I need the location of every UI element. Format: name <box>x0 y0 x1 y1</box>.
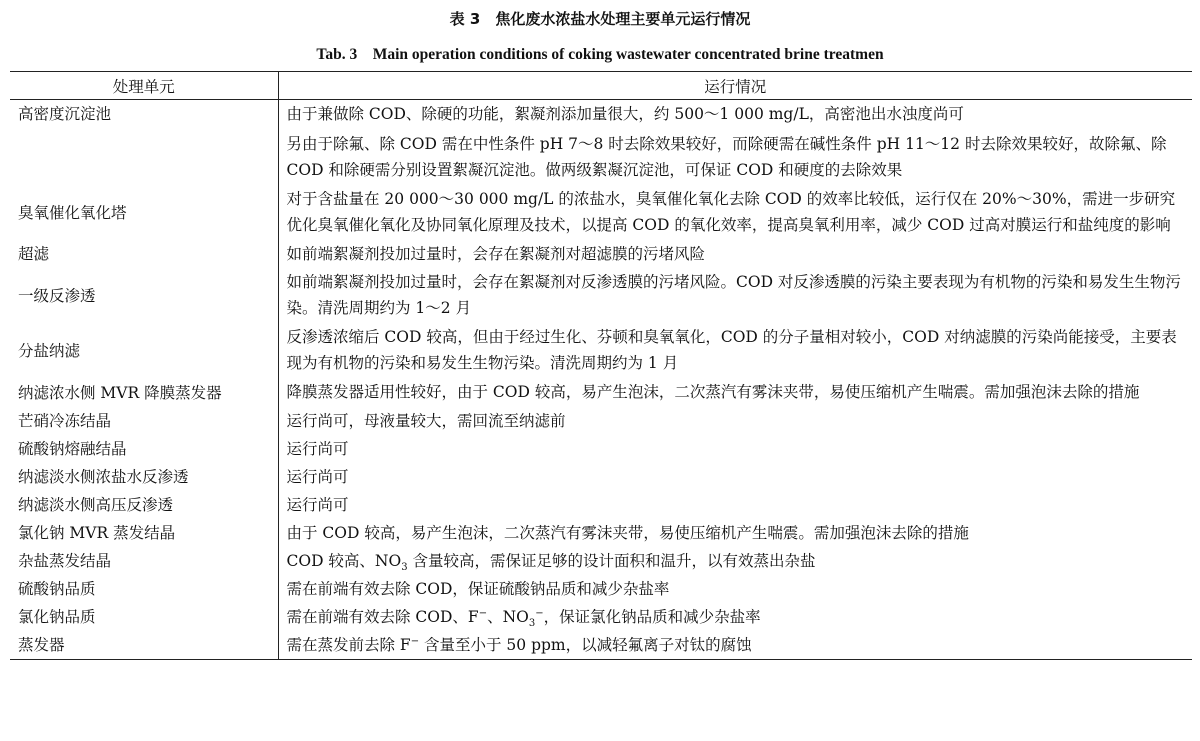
condition-text: COD 较高、NO <box>286 552 402 570</box>
subscript: 3 <box>528 618 536 630</box>
condition-cell: 运行尚可，母液量较大，需回流至纳滤前 <box>286 412 566 430</box>
table-row <box>10 240 1192 268</box>
condition-text: 含量较高，需保证足够的设计面积和温升，以有效蒸出杂盐 <box>407 552 816 570</box>
condition-cell: 运行尚可 <box>286 468 349 486</box>
unit-cell: 一级反渗透 <box>10 268 278 323</box>
unit-cell: 高密度沉淀池 <box>10 100 278 186</box>
condition-cell: 运行尚可 <box>286 440 349 458</box>
unit-cell: 蒸发器 <box>10 631 278 660</box>
table-row <box>10 603 1192 631</box>
condition-cell: 如前端絮凝剂投加过量时，会存在絮凝剂对超滤膜的污堵风险 <box>286 245 706 263</box>
operation-table <box>10 71 1192 660</box>
table-row <box>10 407 1192 435</box>
condition-paragraph: 降膜蒸发器适用性较好，由于 COD 较高，易产生泡沫，二次蒸汽有雾沫夹带，易使压缩机产生喘震。需加强泡沫去除的措施 <box>286 383 1140 401</box>
table-row <box>10 519 1192 547</box>
condition-cell: 需在前端有效去除 COD，保证硫酸钠品质和减少杂盐率 <box>286 580 670 598</box>
unit-cell: 纳滤淡水侧浓盐水反渗透 <box>10 463 278 491</box>
condition-cell <box>278 323 1192 378</box>
table-row <box>10 323 1192 378</box>
unit-cell: 纳滤浓水侧 MVR 降膜蒸发器 <box>10 378 278 407</box>
table-row <box>10 435 1192 463</box>
condition-text: 需在蒸发前去除 F <box>286 636 411 654</box>
unit-cell: 纳滤淡水侧高压反渗透 <box>10 491 278 519</box>
table-header-row <box>10 72 1192 100</box>
table-caption-cn: 表 3 焦化废水浓盐水处理主要单元运行情况 <box>449 10 751 28</box>
condition-cell <box>278 378 1192 407</box>
table-row <box>10 491 1192 519</box>
unit-cell: 氯化钠 MVR 蒸发结晶 <box>10 519 278 547</box>
table-row <box>10 463 1192 491</box>
table-row <box>10 575 1192 603</box>
superscript: − <box>478 607 488 619</box>
subscript: 3 <box>401 562 408 574</box>
unit-cell: 杂盐蒸发结晶 <box>10 547 278 575</box>
table-row <box>10 268 1192 323</box>
condition-cell <box>278 100 1192 186</box>
condition-cell: 运行尚可 <box>286 496 349 514</box>
table-row <box>10 185 1192 240</box>
table-row <box>10 100 1192 186</box>
condition-paragraph: 由于兼做除 COD、除硬的功能，絮凝剂添加量很大，约 500～1 000 mg/L，高密池出水浊度尚可 <box>286 105 964 123</box>
condition-cell <box>278 603 1192 631</box>
condition-cell <box>278 185 1192 240</box>
superscript: − <box>535 607 544 619</box>
unit-cell: 超滤 <box>10 240 278 268</box>
superscript: − <box>410 635 420 647</box>
condition-text: 需在前端有效去除 COD、F <box>286 608 479 626</box>
unit-cell: 氯化钠品质 <box>10 603 278 631</box>
condition-text: 、NO <box>487 608 529 626</box>
table-row <box>10 547 1192 575</box>
unit-cell: 硫酸钠熔融结晶 <box>10 435 278 463</box>
unit-cell: 硫酸钠品质 <box>10 575 278 603</box>
condition-cell <box>278 631 1192 660</box>
condition-paragraph: 对于含盐量在 20 000～30 000 mg/L 的浓盐水，臭氧催化氧化去除 COD 的效率比较低，运行仅在 20%～30%，需进一步研究优化臭氧催化氧化及协同氧化原理及技术，以提高 COD 的氧化效率，提高臭氧利用率，减少 COD 过高对膜运行和盐纯度的影响 <box>286 190 1176 234</box>
condition-text: 含量至小于 50 ppm，以减轻氟离子对钛的腐蚀 <box>419 636 752 654</box>
table-caption-en: Tab. 3 Main operation conditions of coking wastewater concentrated brine treatmen <box>316 46 884 63</box>
unit-cell: 芒硝冷冻结晶 <box>10 407 278 435</box>
unit-cell: 分盐纳滤 <box>10 323 278 378</box>
condition-paragraph: 如前端絮凝剂投加过量时，会存在絮凝剂对反渗透膜的污堵风险。COD 对反渗透膜的污染主要表现为有机物的污染和易发生生物污染。清洗周期约为 1～2 月 <box>286 273 1181 317</box>
unit-cell: 臭氧催化氧化塔 <box>10 185 278 240</box>
header-unit: 处理单元 <box>10 72 278 100</box>
condition-paragraph: 另由于除氟、除 COD 需在中性条件 pH 7～8 时去除效果较好，而除硬需在碱性条件 pH 11～12 时去除效果较好，故除氟、除 COD 和除硬需分别设置絮凝沉淀池。做两级絮凝沉淀池，可保证 COD 和硬度的去除效果 <box>286 135 1167 179</box>
header-condition: 运行情况 <box>278 72 1192 100</box>
condition-cell <box>278 268 1192 323</box>
table-row <box>10 378 1192 407</box>
condition-text: ，保证氯化钠品质和减少杂盐率 <box>543 608 761 626</box>
table-row <box>10 631 1192 660</box>
condition-cell: 由于 COD 较高，易产生泡沫，二次蒸汽有雾沫夹带，易使压缩机产生喘震。需加强泡沫去除的措施 <box>286 524 969 542</box>
condition-cell <box>278 547 1192 575</box>
condition-paragraph: 反渗透浓缩后 COD 较高，但由于经过生化、芬顿和臭氧氧化，COD 的分子量相对较小，COD 对纳滤膜的污染尚能接受，主要表现为有机物的污染和易发生生物污染。清洗周期约为 1 月 <box>286 328 1177 372</box>
